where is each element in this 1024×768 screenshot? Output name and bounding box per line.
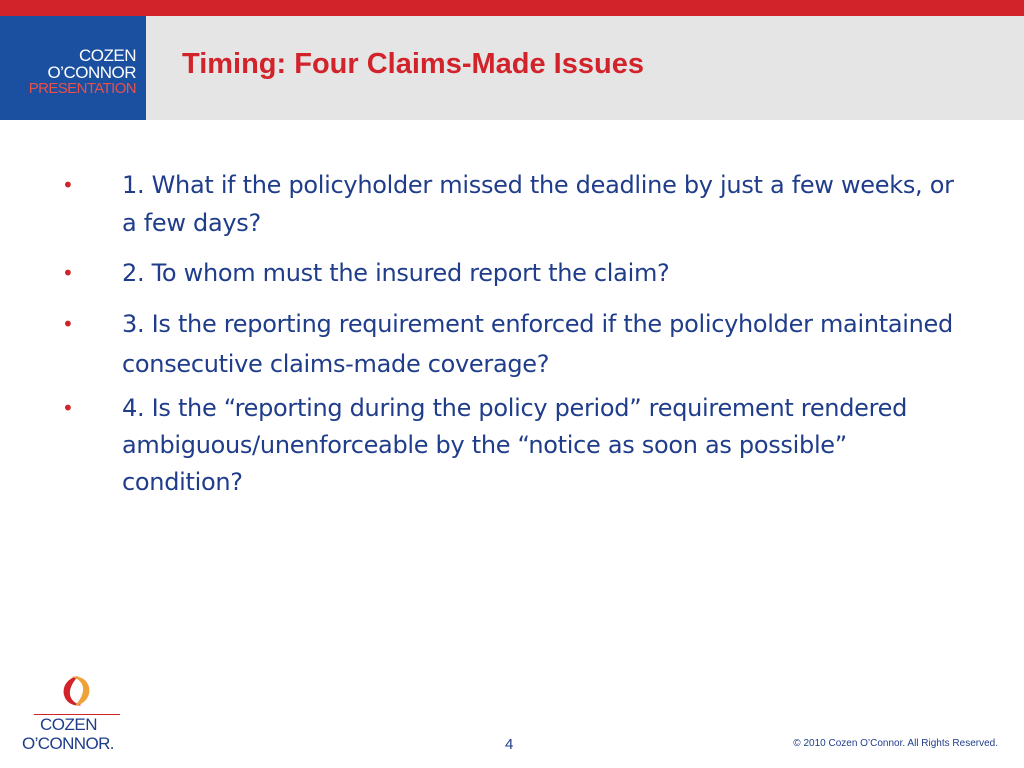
bullet-item <box>62 254 962 292</box>
top-accent-bar <box>0 0 1024 16</box>
brand-logo-box <box>0 16 146 120</box>
bullet-icon: • <box>62 173 74 197</box>
bullet-item <box>62 304 962 384</box>
bullet-text: 3. Is the reporting requirement enforced if the policyholder maintained consecutive claims-made coverage? <box>122 310 953 378</box>
footer-logo-text-cozen: COZEN <box>40 715 97 734</box>
bullet-icon: • <box>62 261 74 285</box>
footer-logo <box>22 672 132 756</box>
bullet-item <box>62 166 962 242</box>
logo-text-oconnor: O’CONNOR <box>47 63 136 82</box>
slide-title: Timing: Four Claims-Made Issues <box>182 48 644 80</box>
page-number: 4 <box>505 736 514 753</box>
footer-logo-text-oconnor: O’CONNOR. <box>22 734 114 753</box>
bullet-text: 2. To whom must the insured report the claim? <box>122 259 670 287</box>
bullet-list <box>62 166 962 501</box>
bullet-item <box>62 390 962 501</box>
logo-text-presentation: PRESENTATION <box>28 80 136 97</box>
copyright-notice: © 2010 Cozen O’Connor. All Rights Reserved. <box>793 738 998 749</box>
bullet-text: 4. Is the “reporting during the policy period” requirement rendered ambiguous/unenforceable by the “notice as soon as possible” condition? <box>122 394 908 496</box>
logo-text-cozen: COZEN <box>79 46 136 65</box>
bullet-icon: • <box>62 396 74 420</box>
bullet-text: 1. What if the policyholder missed the deadline by just a few weeks, or a few days? <box>122 171 954 237</box>
bullet-icon: • <box>62 312 74 336</box>
cozen-swirl-icon <box>58 674 94 708</box>
